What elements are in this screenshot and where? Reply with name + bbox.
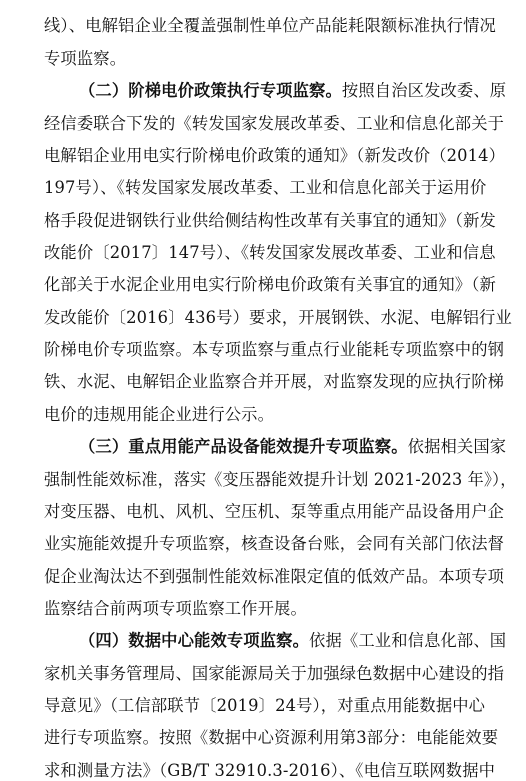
text-line: 发改能价〔2016〕436号）要求，开展钢铁、水泥、电解铝行业 bbox=[44, 308, 512, 327]
text-line: 阶梯电价专项监察。本专项监察与重点行业能耗专项监察中的钢 bbox=[44, 340, 505, 359]
text-line: 家机关事务管理局、国家能源局关于加强绿色数据中心建设的指 bbox=[44, 664, 505, 683]
section-text: 按照自治区发改委、原 bbox=[341, 81, 507, 100]
section-heading-line bbox=[79, 81, 506, 101]
section-title: 阶梯电价政策执行专项监察。 bbox=[128, 81, 342, 100]
text-line: 对变压器、电机、风机、空压机、泵等重点用能产品设备用户企 bbox=[44, 502, 505, 521]
section-number: （二） bbox=[79, 81, 129, 100]
text-line: 促企业淘汰达不到强制性能效标准限定值的低效产品。本项专项 bbox=[44, 567, 505, 586]
text-line: 求和测量方法》（GB/T 32910.3-2016）、《电信互联网数据中 bbox=[44, 761, 496, 780]
section-number: （三） bbox=[79, 437, 129, 456]
text-line: 导意见》（工信部联节〔2019〕24号），对重点用能数据中心 bbox=[44, 696, 486, 715]
section-number: （四） bbox=[79, 631, 129, 650]
text-line: 强制性能效标准，落实《变压器能效提升计划 2021-2023 年》）， bbox=[44, 470, 517, 489]
text-line: 经信委联合下发的《转发国家发展改革委、工业和信息化部关于 bbox=[44, 114, 505, 133]
text-line: 格手段促进钢铁行业供给侧结构性改革有关事宜的通知》（新发 bbox=[44, 211, 496, 230]
text-line: 化部关于水泥企业用电实行阶梯电价政策有关事宜的通知》（新 bbox=[44, 275, 496, 294]
section-text: 依据相关国家 bbox=[407, 437, 507, 456]
section-text: 依据《工业和信息化部、国 bbox=[309, 631, 507, 650]
text-line: 197号）、《转发国家发展改革委、工业和信息化部关于运用价 bbox=[44, 178, 487, 197]
text-line: 业实施能效提升专项监察，核查设备台账，会同有关部门依法督 bbox=[44, 534, 505, 553]
text-line: 电价的违规用能企业进行公示。 bbox=[44, 405, 275, 424]
text-line: 监察结合前两项专项监察工作开展。 bbox=[44, 599, 307, 618]
text-line: 铁、水泥、电解铝企业监察合并开展，对监察发现的应执行阶梯 bbox=[44, 372, 505, 391]
section-title: 数据中心能效专项监察。 bbox=[128, 631, 310, 650]
text-line: 电解铝企业用电实行阶梯电价政策的通知》（新发改价（2014） bbox=[44, 146, 506, 165]
section-heading-line bbox=[79, 437, 506, 457]
section-title: 重点用能产品设备能效提升专项监察。 bbox=[128, 437, 408, 456]
text-line: 专项监察。 bbox=[44, 49, 127, 68]
text-line: 进行专项监察。按照《数据中心资源利用第3部分：电能能效要 bbox=[44, 728, 499, 747]
text-line: 线）、电解铝企业全覆盖强制性单位产品能耗限额标准执行情况 bbox=[44, 16, 496, 35]
section-heading-line bbox=[79, 631, 506, 651]
text-line: 改能价〔2017〕147号）、《转发国家发展改革委、工业和信息 bbox=[44, 243, 496, 262]
